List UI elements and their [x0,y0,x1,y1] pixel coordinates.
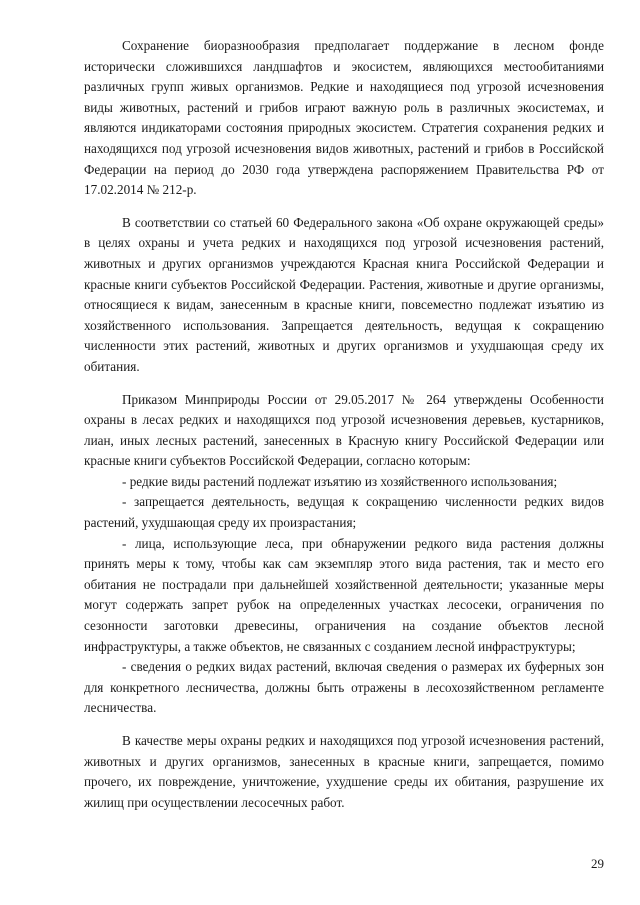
list-item-prohibition: - запрещается деятельность, ведущая к сокращению численности редких видов растений, ухудшающая среду их произрастания; [84,494,604,531]
paragraph-ministry-order: Приказом Минприроды России от 29.05.2017 № 264 утверждены Особенности охраны в лесах редких и находящихся под угрозой исчезновения деревьев, кустарников, лиан, иных лесных растений, занесенных в Красную книгу Российской Федерации или красные книги субъектов Российской Федерации, согласно которым: [84,391,604,469]
list-item-forest-users: - лица, использующие леса, при обнаружении редкого вида растения должны принять меры к тому, чтобы как сам экземпляр этого вида растения, так и место его обитания не пострадали при дальнейшей хозяйственной деятельности; указанные меры могут содержать запрет рубок на определенных участках лесосеки, ограничения по сезонности заготовки древесины, ограничения на создание объектов лесной инфраструктуры, а также объектов, не связанных с созданием лесной инфраструктуры; [84,535,604,654]
paragraph-protection-measures: В качестве меры охраны редких и находящихся под угрозой исчезновения растений, животных и других организмов, занесенных в красные книги, запрещается, помимо прочего, их повреждение, уничтожение, ухудшение среды их обитания, разрушение их жилищ при осуществлении лесосечных работ. [84,733,604,810]
paragraph-biodiversity: Сохранение биоразнообразия предполагает поддержание в лесном фонде исторически сложившихся ландшафтов и экосистем, являющихся местообитаниями различных групп живых организмов. Редкие и находящиеся под угрозой исчезновения виды животных, растений и грибов играют важную роль в различных экосистемах, и являются индикаторами состояния природных экосистем. Стратегия сохранения редких и находящихся под угрозой исчезновения видов животных, растений и грибов в Российской Федерации на период до 2030 года утверждена распоряжением Правительства РФ от 17.02.2014 № 212-р. [84,38,604,198]
list-item-withdrawal: - редкие виды растений подлежат изъятию из хозяйственного использования; [122,473,558,489]
page-number: 29 [591,856,604,871]
list-item-buffer-zones: - сведения о редких видах растений, включая сведения о размерах их буферных зон для конкретного лесничества, должны быть отражены в лесохозяйственном регламенте лесничества. [84,659,604,716]
paragraph-red-book-law: В соответствии со статьей 60 Федерального закона «Об охране окружающей среды» в целях охраны и учета редких и находящихся под угрозой исчезновения растений, животных и других организмов учреждаются Красная книга Российской Федерации и красные книги субъектов Российской Федерации. Растения, животные и другие организмы, относящиеся к видам, занесенным в красные книги, повсеместно подлежат изъятию из хозяйственного использования. Запрещается деятельность, ведущая к сокращению численности этих растений, животных и других организмов и ухудшающая среду их обитания. [84,214,604,374]
